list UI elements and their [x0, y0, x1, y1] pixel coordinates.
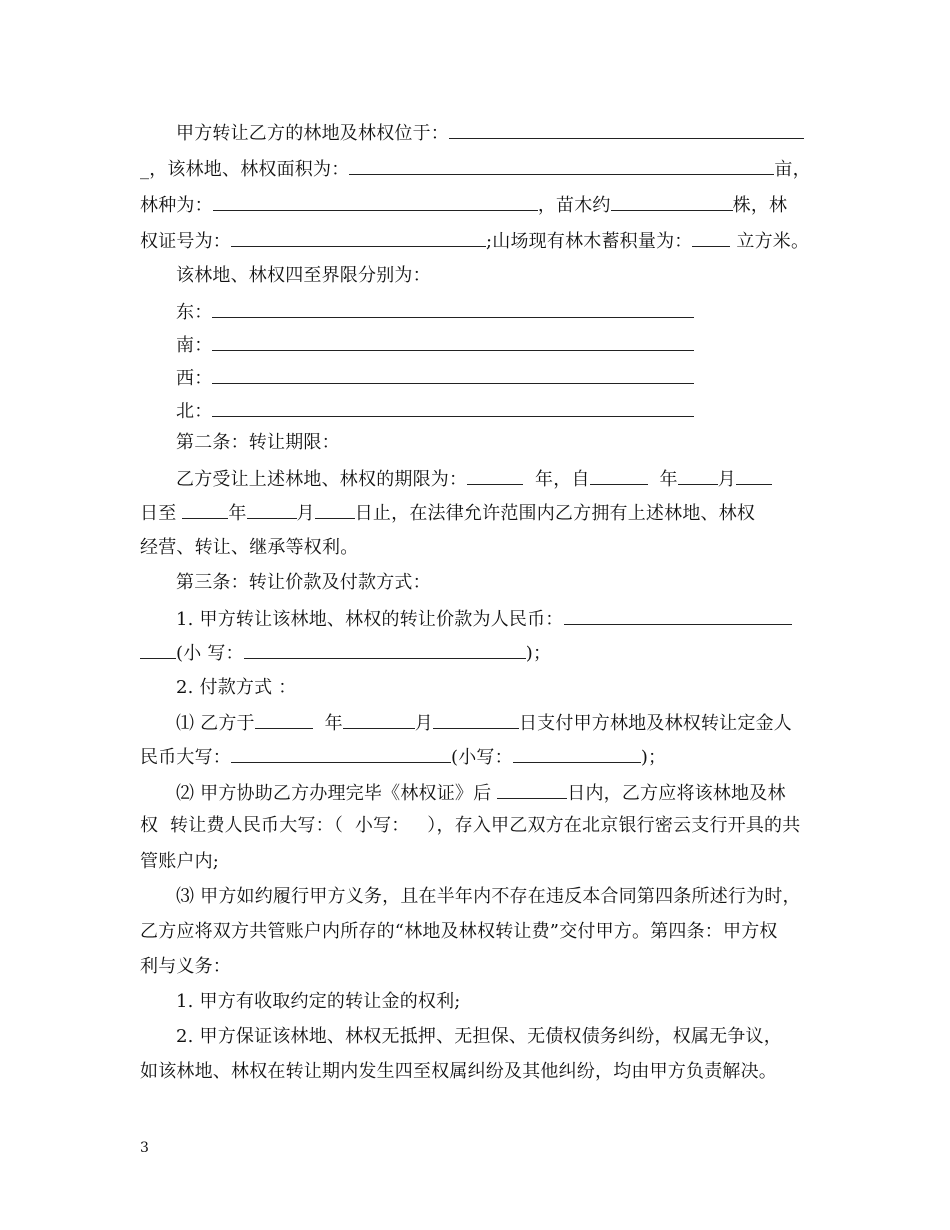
text-line	[176, 606, 848, 632]
text: 乙方应将双方共管账户内所存的“林地及林权转让费”交付甲方。第四条：甲方权	[140, 921, 778, 942]
blank-field	[231, 228, 486, 247]
blank-field	[590, 466, 648, 485]
text: ⑶ 甲方如约履行甲方义务，且在半年内不存在违反本合同第四条所述行为时，	[176, 886, 801, 907]
text: 1. 甲方转让该林地、林权的转让价款为人民币：	[176, 609, 564, 630]
text: 管账户内;	[140, 851, 220, 872]
text: 日内，乙方应将该林地及林	[567, 783, 786, 804]
text: 北：	[176, 401, 213, 422]
blank-field	[231, 744, 451, 763]
blank-field	[247, 500, 297, 519]
boundary-west	[176, 365, 848, 391]
blank-field	[678, 466, 718, 485]
text: 2. 甲方保证该林地、林权无抵押、无担保、无债权债务纠纷，权属无争议，	[176, 1026, 782, 1047]
text-line	[140, 228, 812, 254]
blank-field	[349, 156, 774, 175]
text-line	[176, 466, 848, 492]
blank-field	[315, 500, 355, 519]
text-line	[140, 536, 812, 560]
text: 月	[296, 503, 315, 524]
text-line	[140, 500, 812, 526]
text: 东：	[176, 302, 213, 323]
blank-field	[611, 192, 733, 211]
text: 权 转让费人民币大写：（ 小写： ），存入甲乙双方在北京银行密云支行开具的共	[140, 815, 801, 836]
blank-field	[449, 120, 804, 139]
text: )；	[640, 747, 667, 768]
text: 如该林地、林权在转让期内发生四至权属纠纷及其他纠纷，均由甲方负责解决。	[140, 1061, 777, 1082]
blank-field	[212, 332, 694, 351]
text: _，该林地、林权面积为：	[140, 159, 350, 180]
text: 该林地、林权四至界限分别为：	[176, 265, 431, 286]
blank-field	[736, 466, 772, 485]
text: 月	[414, 713, 433, 734]
blank-field	[467, 466, 523, 485]
text: 日至	[140, 503, 177, 524]
text-line	[176, 710, 848, 736]
text: 民币大写：	[140, 747, 231, 768]
section-heading	[176, 431, 848, 455]
blank-field	[343, 710, 415, 729]
blank-field	[513, 744, 641, 763]
text-line	[176, 676, 848, 700]
text: ，苗木约	[537, 195, 611, 216]
text: 2. 付款方式 ：	[176, 677, 297, 698]
text-line	[140, 814, 812, 838]
text: ⑵ 甲方协助乙方办理完毕《林权证》后	[176, 783, 492, 804]
text: 立方米。	[736, 231, 810, 252]
text: 林种为：	[140, 195, 213, 216]
text-line	[176, 780, 848, 806]
boundary-north	[176, 398, 848, 424]
text-line	[140, 920, 812, 944]
text-line	[140, 156, 812, 182]
text: ;山场现有林木蓄积量为：	[486, 231, 693, 252]
blank-field	[497, 780, 567, 799]
text: 日支付甲方林地及林权转让定金人	[518, 713, 792, 734]
blank-field	[255, 710, 313, 729]
blank-field	[244, 640, 526, 659]
text: 年	[659, 469, 678, 490]
text: 经营、转让、继承等权利。	[140, 537, 359, 558]
blank-field	[212, 398, 694, 417]
text: 亩，	[774, 159, 811, 180]
blank-field	[212, 365, 694, 384]
text: 南：	[176, 335, 213, 356]
text: (小写：	[451, 747, 513, 768]
blank-field	[213, 192, 538, 211]
text: 年，自	[535, 469, 590, 490]
blank-field	[140, 640, 176, 659]
text: 西：	[176, 368, 213, 389]
text-line	[140, 955, 812, 979]
text-line	[176, 990, 848, 1014]
boundary-south	[176, 332, 848, 358]
text: 第三条：转让价款及付款方式：	[176, 572, 431, 593]
page-number: 3	[140, 1140, 149, 1156]
blank-field	[433, 710, 519, 729]
text: 月	[717, 469, 736, 490]
text: 日止，在法律允许范围内乙方拥有上述林地、林权	[354, 503, 756, 524]
text: 第二条：转让期限：	[176, 432, 340, 453]
text: 株，林	[732, 195, 788, 216]
text: 年	[228, 503, 247, 524]
boundary-east	[176, 299, 848, 325]
text: (小 写：	[176, 643, 244, 664]
section-heading	[176, 571, 848, 595]
text: )；	[525, 643, 552, 664]
text: ⑴ 乙方于	[176, 713, 255, 734]
text-line	[140, 640, 812, 666]
text: 利与义务：	[140, 956, 231, 977]
text-line	[140, 192, 812, 218]
text-line	[176, 885, 848, 909]
blank-field	[212, 299, 694, 318]
text: 甲方转让乙方的林地及林权位于：	[176, 123, 449, 144]
blank-field	[564, 606, 792, 625]
text-line	[140, 744, 812, 770]
text-line	[176, 1025, 848, 1049]
text-line	[140, 850, 812, 874]
text: 乙方受让上述林地、林权的期限为：	[176, 469, 468, 490]
text: 1. 甲方有收取约定的转让金的权利;	[176, 991, 461, 1012]
text-line	[140, 1060, 812, 1084]
blank-field	[692, 228, 730, 247]
blank-field	[182, 500, 228, 519]
text-line	[176, 120, 848, 146]
text: 年	[324, 713, 343, 734]
text-line	[176, 264, 848, 288]
text: 权证号为：	[140, 231, 231, 252]
